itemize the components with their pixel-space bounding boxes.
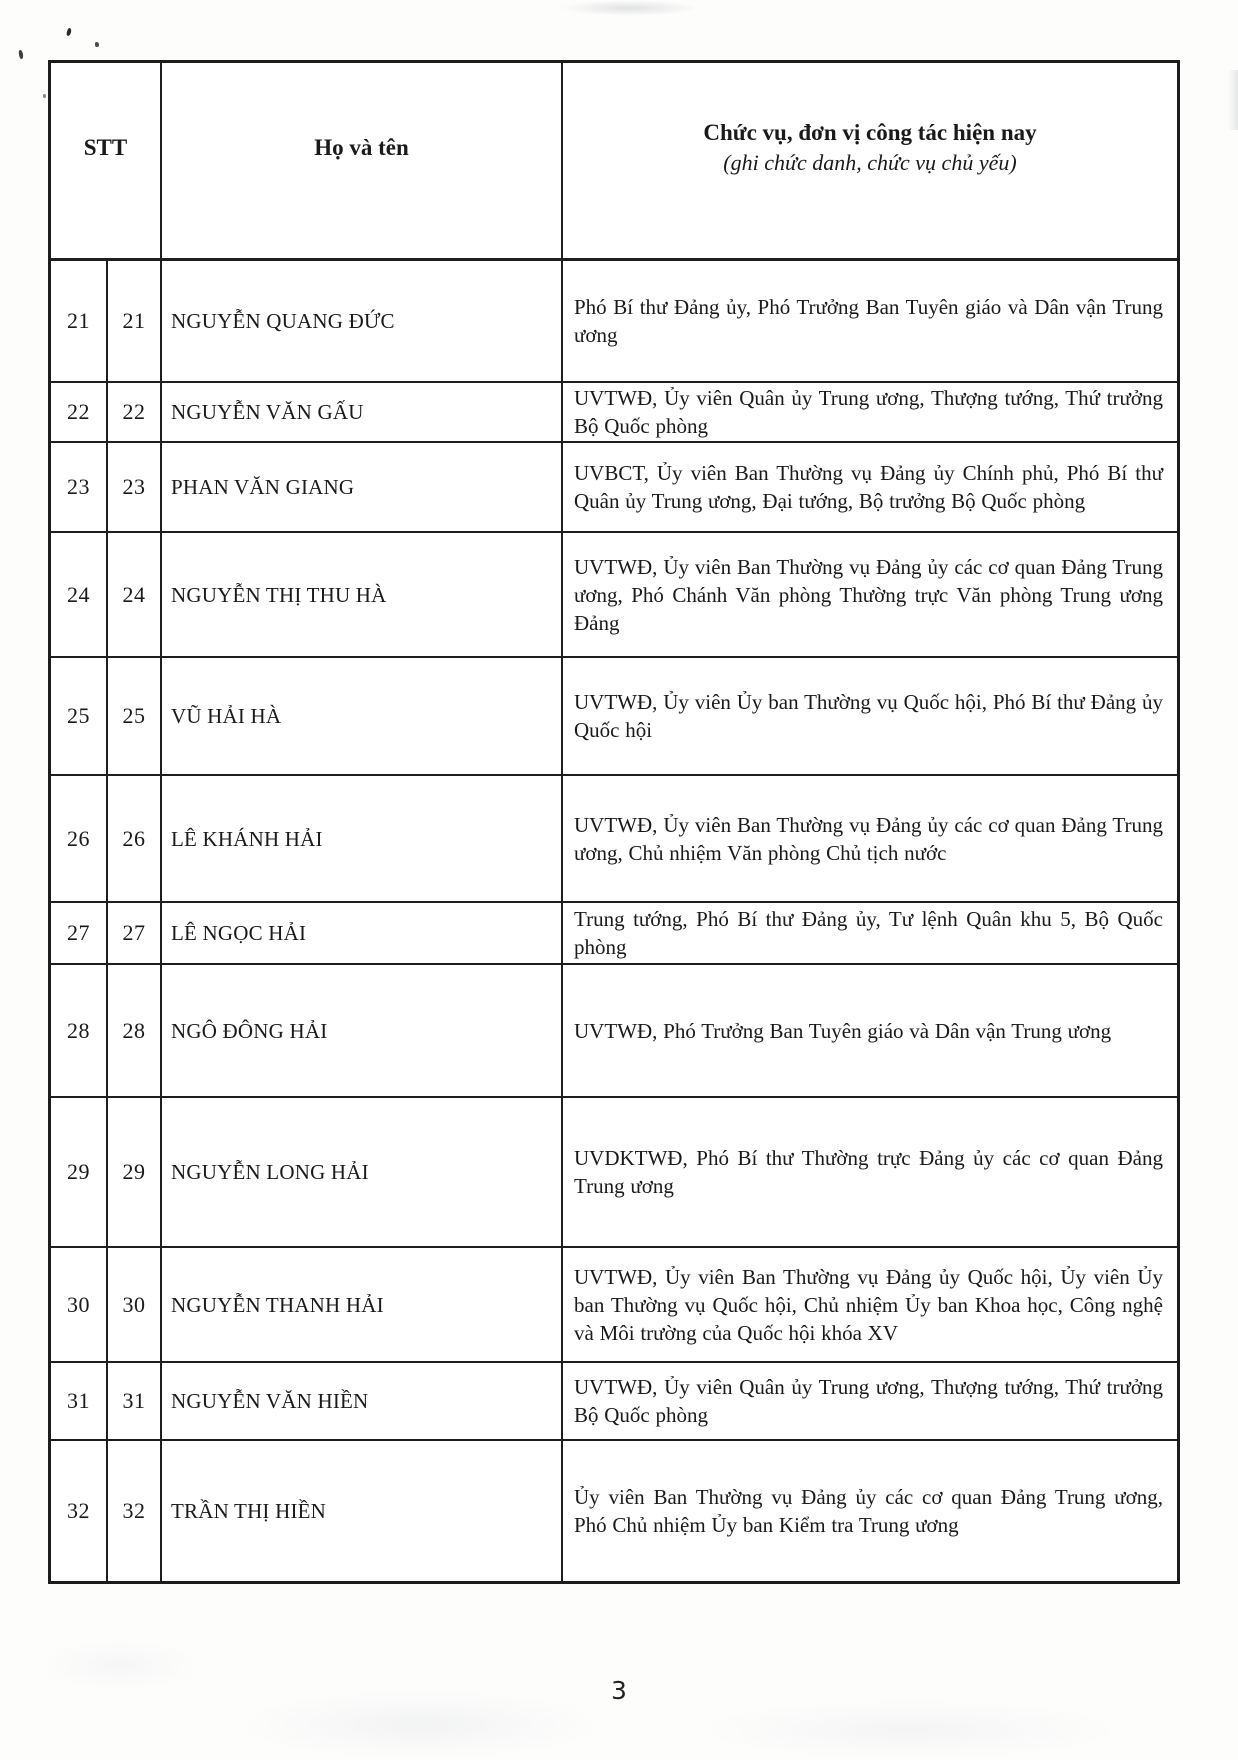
stt-cell: 29 bbox=[67, 1159, 90, 1184]
stt-cell: 32 bbox=[67, 1498, 90, 1523]
position-cell bbox=[561, 658, 1177, 774]
ink-speck bbox=[18, 50, 23, 59]
table-row bbox=[51, 1361, 1177, 1439]
table-row bbox=[51, 963, 1177, 1096]
stt-cell: 27 bbox=[67, 920, 90, 945]
position-text: UVTWĐ, Ủy viên Ban Thường vụ Đảng ủy các cơ quan Đảng Trung ương, Chủ nhiệm Văn phòng Chủ tịch nước bbox=[574, 812, 1163, 865]
table-row bbox=[51, 774, 1177, 901]
stt-cell: 21 bbox=[67, 308, 90, 333]
stt-cell: 22 bbox=[67, 399, 90, 424]
scan-smudge-top bbox=[560, 0, 700, 16]
ink-speck bbox=[95, 42, 99, 47]
stt-cell-secondary: 28 bbox=[106, 965, 160, 1096]
table-row bbox=[51, 441, 1177, 531]
stt-cell-secondary: 27 bbox=[106, 903, 160, 963]
position-cell bbox=[561, 1441, 1177, 1581]
stt-cell-secondary: 21 bbox=[106, 261, 160, 381]
stt-cell-secondary: 24 bbox=[106, 533, 160, 656]
column-header-position-subtitle: (ghi chức danh, chức vụ chủ yếu) bbox=[723, 149, 1017, 175]
column-header-position-title: Chức vụ, đơn vị công tác hiện nay bbox=[703, 119, 1037, 145]
position-text: UVTWĐ, Ủy viên Quân ủy Trung ương, Thượng tướng, Thứ trưởng Bộ Quốc phòng bbox=[574, 386, 1163, 438]
ink-speck bbox=[66, 28, 72, 37]
scan-smudge-bottom-2 bbox=[700, 1700, 1120, 1760]
position-text: UVTWĐ, Ủy viên Ban Thường vụ Đảng ủy Quốc hội, Ủy viên Ủy ban Thường vụ Quốc hội, Chủ nhiệm Ủy ban Khoa học, Công nghệ và Môi trường của Quốc hội khóa XV bbox=[574, 1264, 1163, 1345]
name-cell: NGUYỄN LONG HẢI bbox=[160, 1098, 561, 1246]
name-cell: PHAN VĂN GIANG bbox=[160, 443, 561, 531]
scan-smudge-right bbox=[1228, 70, 1238, 130]
table-row bbox=[51, 1096, 1177, 1246]
personnel-table bbox=[48, 60, 1180, 1584]
position-text: UVDKTWĐ, Phó Bí thư Thường trực Đảng ủy các cơ quan Đảng Trung ương bbox=[574, 1146, 1163, 1198]
table-row bbox=[51, 381, 1177, 441]
position-cell bbox=[561, 776, 1177, 901]
position-cell bbox=[561, 903, 1177, 963]
page-number: 3 bbox=[611, 1676, 627, 1705]
name-cell: NGUYỄN VĂN HIỀN bbox=[160, 1363, 561, 1439]
name-cell: NGUYỄN THANH HẢI bbox=[160, 1248, 561, 1361]
column-header-name-label: Họ và tên bbox=[314, 134, 409, 160]
stt-cell-secondary: 32 bbox=[106, 1441, 160, 1581]
position-text: Ủy viên Ban Thường vụ Đảng ủy các cơ quan Đảng Trung ương, Phó Chủ nhiệm Ủy ban Kiểm tra Trung ương bbox=[574, 1485, 1163, 1537]
stt-cell-secondary: 31 bbox=[106, 1363, 160, 1439]
stt-cell-secondary: 29 bbox=[106, 1098, 160, 1246]
table-row bbox=[51, 656, 1177, 774]
position-text: UVTWĐ, Ủy viên Ban Thường vụ Đảng ủy các cơ quan Đảng Trung ương, Phó Chánh Văn phòng Thường trực Văn phòng Trung ương Đảng bbox=[574, 554, 1163, 635]
position-cell bbox=[561, 261, 1177, 381]
name-cell: TRẦN THỊ HIỀN bbox=[160, 1441, 561, 1581]
table-row bbox=[51, 1246, 1177, 1361]
position-text: UVTWĐ, Phó Trưởng Ban Tuyên giáo và Dân vận Trung ương bbox=[574, 1018, 1112, 1043]
stt-cell-secondary: 23 bbox=[106, 443, 160, 531]
stt-cell-secondary: 25 bbox=[106, 658, 160, 774]
column-header-stt-label: STT bbox=[83, 134, 128, 160]
table-row bbox=[51, 259, 1177, 381]
name-cell: LÊ NGỌC HẢI bbox=[160, 903, 561, 963]
table-row bbox=[51, 531, 1177, 656]
stt-cell: 26 bbox=[67, 825, 90, 851]
position-cell bbox=[561, 533, 1177, 656]
stt-cell-secondary: 26 bbox=[106, 776, 160, 901]
name-cell: VŨ HẢI HÀ bbox=[160, 658, 561, 774]
name-cell: NGUYỄN THỊ THU HÀ bbox=[160, 533, 561, 656]
stt-cell: 30 bbox=[67, 1291, 90, 1317]
column-header-stt bbox=[51, 63, 160, 258]
table-row bbox=[51, 901, 1177, 963]
stt-cell: 28 bbox=[67, 1017, 90, 1043]
name-cell: NGUYỄN VĂN GẤU bbox=[160, 383, 561, 441]
name-cell: NGÔ ĐÔNG HẢI bbox=[160, 965, 561, 1096]
stt-cell-secondary: 30 bbox=[106, 1248, 160, 1361]
stt-cell: 31 bbox=[67, 1388, 90, 1413]
column-header-position bbox=[561, 63, 1177, 258]
position-cell bbox=[561, 1363, 1177, 1439]
ink-speck bbox=[43, 94, 46, 98]
position-cell bbox=[561, 383, 1177, 441]
position-text: UVTWĐ, Ủy viên Ủy ban Thường vụ Quốc hội, Phó Bí thư Đảng ủy Quốc hội bbox=[574, 690, 1163, 742]
stt-cell: 25 bbox=[67, 703, 90, 728]
stt-cell: 23 bbox=[67, 474, 90, 499]
stt-cell: 24 bbox=[67, 581, 90, 607]
header-row bbox=[51, 63, 1177, 259]
position-cell bbox=[561, 1098, 1177, 1246]
name-cell: NGUYỄN QUANG ĐỨC bbox=[160, 261, 561, 381]
position-cell bbox=[561, 1248, 1177, 1361]
position-text: Trung tướng, Phó Bí thư Đảng ủy, Tư lệnh Quân khu 5, Bộ Quốc phòng bbox=[574, 907, 1163, 959]
position-text: UVBCT, Ủy viên Ban Thường vụ Đảng ủy Chính phủ, Phó Bí thư Quân ủy Trung ương, Đại tướng, Bộ trưởng Bộ Quốc phòng bbox=[574, 461, 1163, 513]
position-text: Phó Bí thư Đảng ủy, Phó Trưởng Ban Tuyên giáo và Dân vận Trung ương bbox=[574, 295, 1163, 347]
position-text: UVTWĐ, Ủy viên Quân ủy Trung ương, Thượng tướng, Thứ trưởng Bộ Quốc phòng bbox=[574, 1375, 1163, 1427]
name-cell: LÊ KHÁNH HẢI bbox=[160, 776, 561, 901]
column-header-name bbox=[160, 63, 561, 258]
table-row bbox=[51, 1439, 1177, 1581]
stt-cell-secondary: 22 bbox=[106, 383, 160, 441]
position-cell bbox=[561, 443, 1177, 531]
position-cell bbox=[561, 965, 1177, 1096]
